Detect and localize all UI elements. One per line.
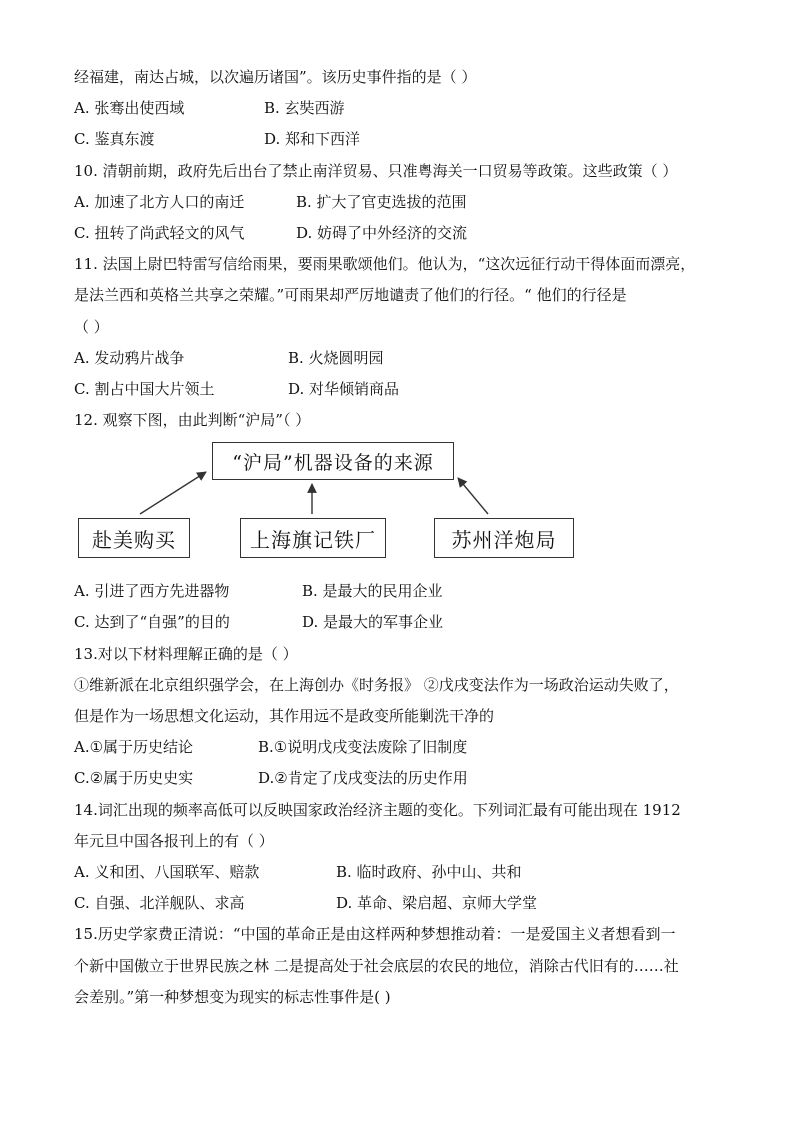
- q14-option-c: C. 自强、北洋舰队、求高: [74, 894, 245, 913]
- q12-option-d: D. 是最大的军事企业: [302, 613, 444, 632]
- diagram-source-box-1: 赴美购买: [78, 518, 190, 558]
- q13-options-row-1: [74, 732, 726, 763]
- q13-option-d: D.②肯定了戊戌变法的历史作用: [258, 769, 468, 788]
- q11-options-row-1: [74, 343, 726, 374]
- q9-option-c: C. 鉴真东渡: [74, 130, 155, 149]
- q14-option-a: A. 义和团、八国联军、赔款: [74, 862, 260, 881]
- diagram-source-box-3: 苏州洋炮局: [434, 518, 574, 558]
- q11-options-row-2: [74, 374, 726, 405]
- q9-option-a: A. 张骞出使西域: [74, 99, 185, 118]
- q12-stem: 12. 观察下图，由此判断“沪局”（ ）: [74, 411, 311, 430]
- q11-option-b: B. 火烧圆明园: [288, 348, 384, 367]
- q14-options-row-2: [74, 888, 726, 919]
- q15-stem-line-1: 15.历史学家费正清说：“中国的革命正是由这样两种梦想推动着：一是爱国主义者想看到一: [74, 925, 676, 944]
- q14-stem-line-2: 年元旦中国各报刊上的有（ ）: [74, 831, 274, 850]
- q12-option-b: B. 是最大的民用企业: [302, 582, 443, 601]
- q10-option-c: C. 扭转了尚武轻文的风气: [74, 223, 245, 242]
- q11-stem-line-1: 11. 法国上尉巴特雷写信给雨果，要雨果歌颂他们。他认为，“这次远征行动干得体面而漂亮，: [74, 255, 696, 274]
- q11-stem-line-3: （ ）: [74, 317, 109, 336]
- q13-material-line-1: ①维新派在北京组织强学会，在上海创办《时务报》 ②戊戌变法作为一场政治运动失败了，: [74, 675, 679, 694]
- q12-option-c: C. 达到了“自强”的目的: [74, 613, 230, 632]
- q14-option-d: D. 革命、梁启超、京师大学堂: [336, 894, 538, 913]
- q12-options-row-2: [74, 607, 726, 638]
- q11-option-c: C. 割占中国大片领土: [74, 379, 215, 398]
- q11-option-a: A. 发动鸦片战争: [74, 348, 185, 367]
- arrow-right: [458, 478, 488, 514]
- q10-options-row-2: [74, 218, 726, 249]
- q10-stem: 10. 清朝前期，政府先后出台了禁止南洋贸易、只准粤海关一口贸易等政策。这些政策（ ）: [74, 161, 678, 180]
- q9-stem: 经福建，南达占城，以次遍历诸国”。该历史事件指的是（ ）: [74, 68, 477, 86]
- q12-option-a: A. 引进了西方先进器物: [74, 582, 230, 601]
- q13-option-c: C.②属于历史史实: [74, 769, 194, 788]
- q9-options-row-1: [74, 93, 726, 124]
- q14-stem-line-1: 14.词汇出现的频率高低可以反映国家政治经济主题的变化。下列词汇最有可能出现在 1912: [74, 800, 681, 819]
- q11-stem-line-2: 是法兰西和英格兰共享之荣耀。”可雨果却严厉地谴责了他们的行径。“ 他们的行径是: [74, 286, 627, 305]
- q10-option-a: A. 加速了北方人口的南迁: [74, 192, 245, 211]
- q9-options-row-2: [74, 124, 726, 155]
- exam-page: [74, 62, 726, 1013]
- q9-option-d: D. 郑和下西洋: [264, 130, 361, 149]
- q14-options-row-1: [74, 857, 726, 888]
- q11-option-d: D. 对华倾销商品: [288, 379, 400, 398]
- q13-option-b: B.①说明戊戌变法废除了旧制度: [258, 738, 468, 757]
- q10-option-b: B. 扩大了官吏选拔的范围: [296, 192, 467, 211]
- q13-stem: 13.对以下材料理解正确的是（ ）: [74, 644, 298, 663]
- q10-option-d: D. 妨碍了中外经济的交流: [296, 223, 468, 242]
- q9-option-b: B. 玄奘西游: [264, 99, 345, 118]
- arrow-left: [140, 472, 206, 514]
- q15-stem-line-3: 会差别。”第一种梦想变为现实的标志性事件是( ): [74, 987, 391, 1006]
- q13-material-line-2: 但是作为一场思想文化运动，其作用远不是政变所能剿洗干净的: [74, 707, 495, 725]
- q15-stem-line-2: 个新中国傲立于世界民族之林 二是提高处于社会底层的农民的地位，消除古代旧有的……社: [74, 956, 679, 975]
- q13-options-row-2: [74, 763, 726, 794]
- diagram-source-box-2: 上海旗记铁厂: [240, 518, 386, 558]
- q14-option-b: B. 临时政府、孙中山、共和: [336, 862, 522, 881]
- q10-options-row-1: [74, 187, 726, 218]
- q12-diagram: [74, 438, 726, 570]
- q12-options-row-1: [74, 576, 726, 607]
- diagram-top-box: “沪局”机器设备的来源: [212, 442, 454, 480]
- q13-option-a: A.①属于历史结论: [74, 738, 194, 757]
